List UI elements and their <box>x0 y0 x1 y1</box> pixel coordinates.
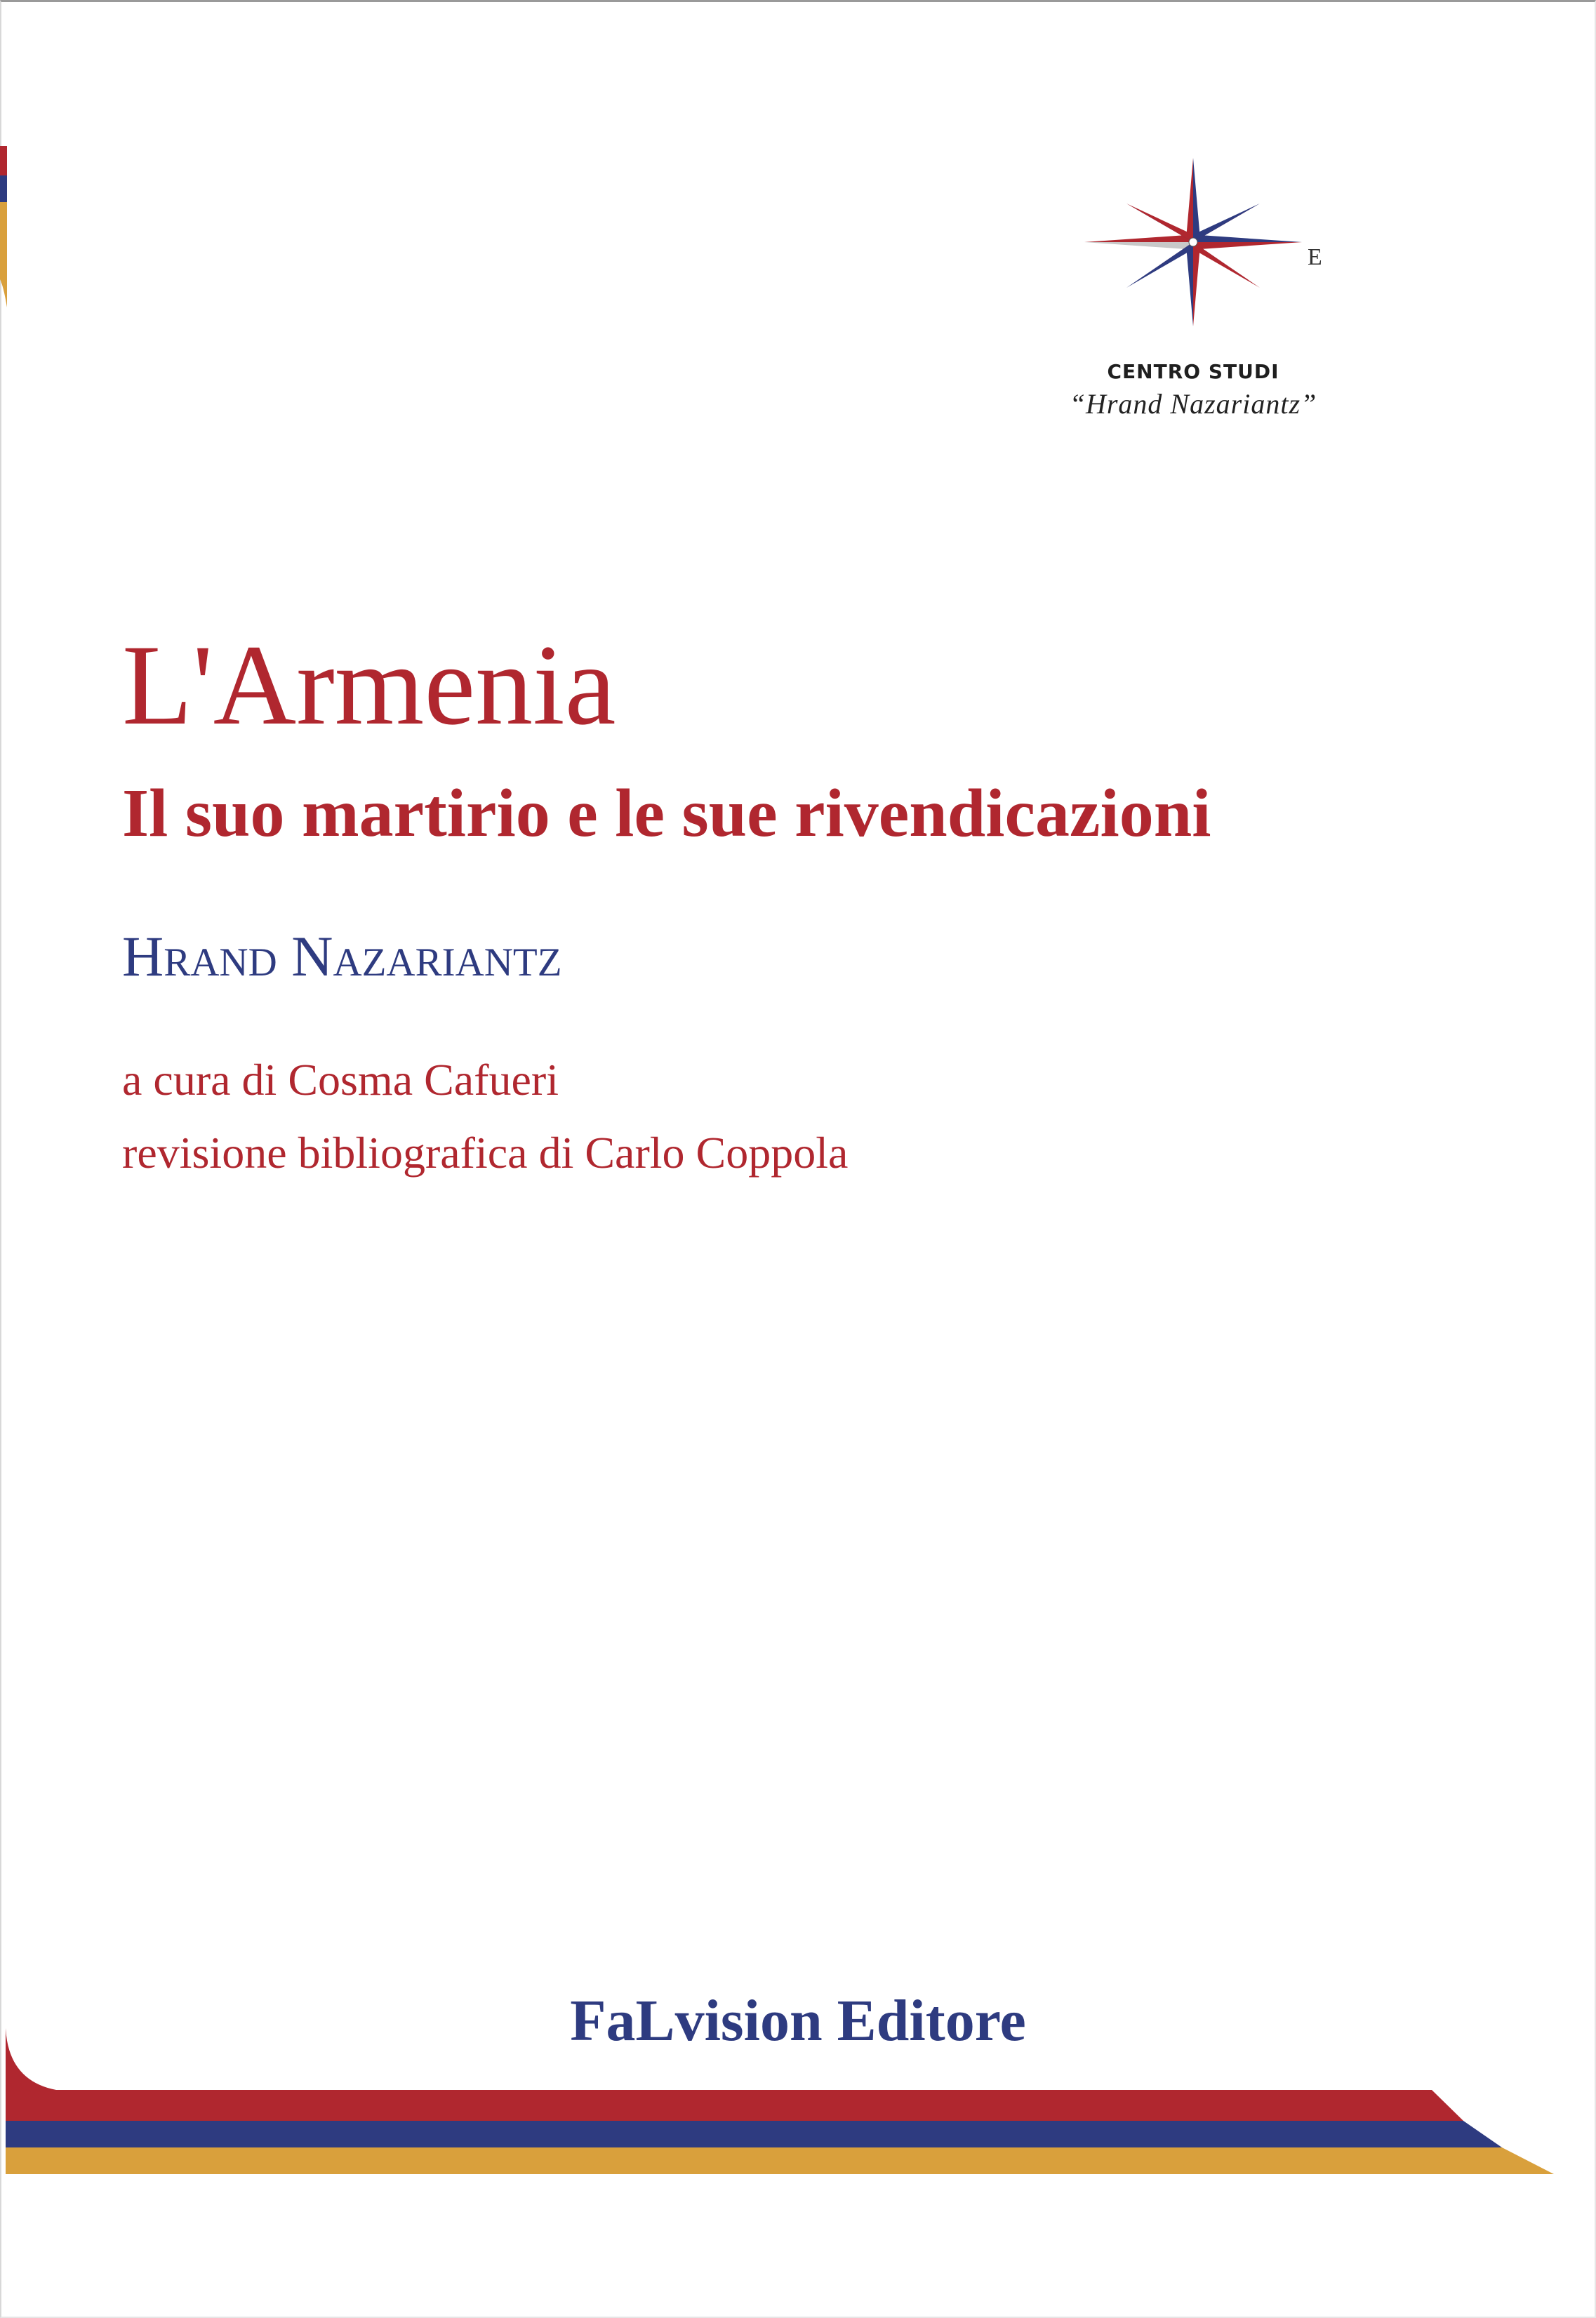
book-subtitle: Il suo martirio e le sue rivendicazioni <box>122 775 1211 851</box>
book-editor: a cura di Cosma Cafueri <box>122 1055 559 1105</box>
centro-studi-logo <box>1011 154 1376 421</box>
red-stripe <box>6 2090 1463 2121</box>
blue-stripe <box>6 2121 1502 2147</box>
book-title: L'Armenia <box>122 622 616 749</box>
book-author: Hrand Nazariantz <box>122 924 562 988</box>
book-reviewer: revisione bibliografica di Carlo Coppola <box>122 1128 849 1178</box>
orange-stripe <box>6 2147 1554 2174</box>
logo-organization: CENTRO STUDI <box>1107 360 1279 383</box>
compass-rose-icon <box>1081 154 1305 330</box>
publisher-name: FaLvision Editore <box>570 1988 1026 2053</box>
left-flag-stripe <box>0 146 7 307</box>
logo-name: “Hrand Nazariantz” <box>1069 388 1317 420</box>
compass-east-letter: E <box>1308 244 1322 270</box>
